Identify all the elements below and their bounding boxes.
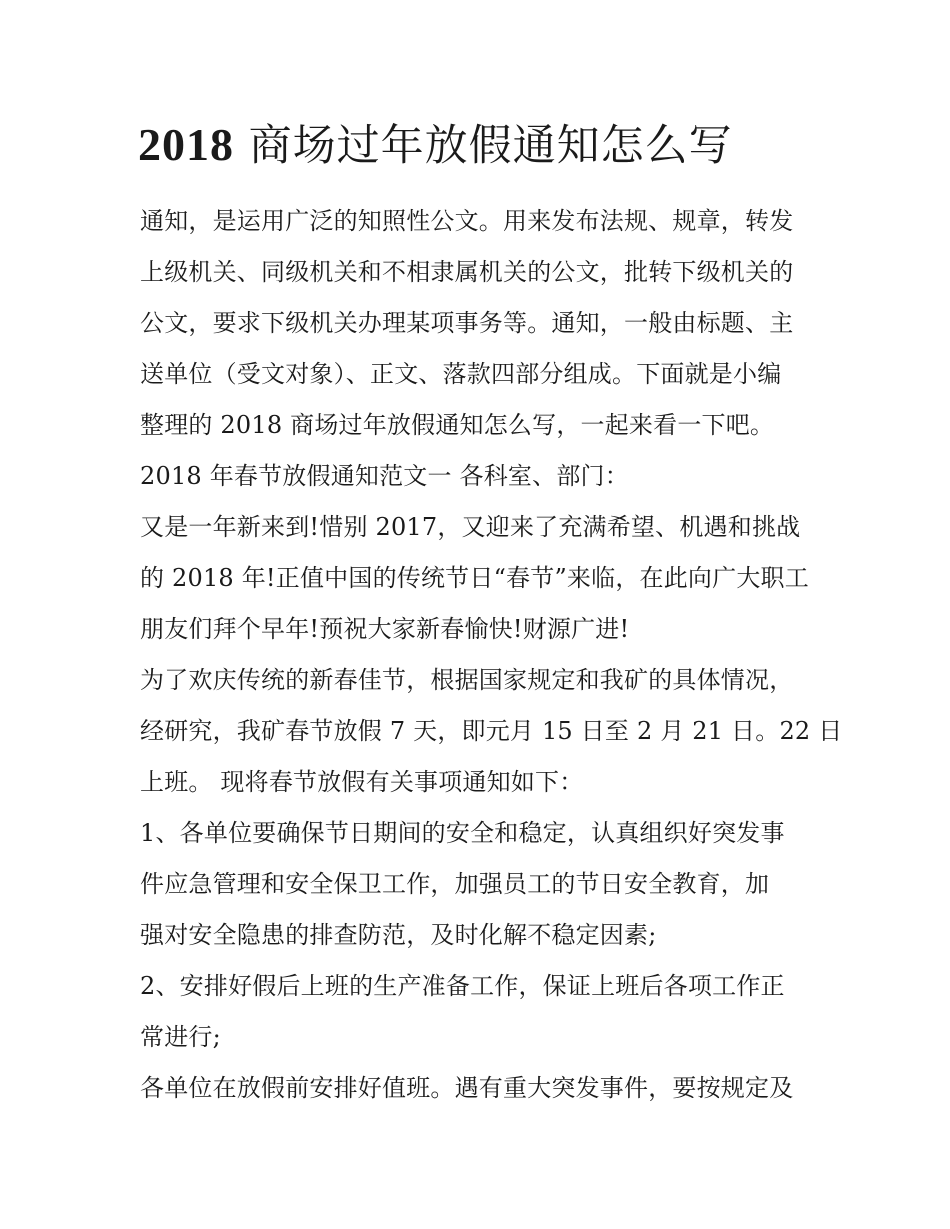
text-line: 强对安全隐患的排查防范，及时化解不稳定因素; <box>140 921 657 949</box>
title-year: 2018 <box>138 119 234 170</box>
text-line: 送单位（受文对象）、正文、落款四部分组成。下面就是小编 <box>140 360 782 388</box>
document-body <box>140 196 843 1114</box>
text-line: 经研究，我矿春节放假 7 天，即元月 15 日至 2 月 21 日。22 日 <box>140 717 843 745</box>
text-line: 各单位在放假前安排好值班。遇有重大突发事件，要按规定及 <box>140 1074 794 1102</box>
text-line: 件应急管理和安全保卫工作，加强员工的节日安全教育，加 <box>140 870 770 898</box>
text-line: 公文，要求下级机关办理某项事务等。通知，一般由标题、主 <box>140 309 794 337</box>
text-line: 整理的 2018 商场过年放假通知怎么写，一起来看一下吧。 <box>140 411 775 439</box>
document-title <box>138 112 818 179</box>
text-line: 又是一年新来到!惜别 2017，又迎来了充满希望、机遇和挑战 <box>140 513 801 541</box>
title-text: 商场过年放假通知怎么写 <box>234 121 733 171</box>
text-line: 上班。 现将春节放假有关事项通知如下： <box>140 768 584 796</box>
text-line: 上级机关、同级机关和不相隶属机关的公文，批转下级机关的 <box>140 258 794 286</box>
text-line: 为了欢庆传统的新春佳节，根据国家规定和我矿的具体情况， <box>140 666 794 694</box>
text-line: 常进行; <box>140 1023 221 1051</box>
text-line: 的 2018 年!正值中国的传统节日“春节”来临，在此向广大职工 <box>140 564 809 592</box>
text-line: 2、安排好假后上班的生产准备工作，保证上班后各项工作正 <box>140 972 785 1000</box>
text-line: 2018 年春节放假通知范文一 各科室、部门： <box>140 462 629 490</box>
text-line: 通知，是运用广泛的知照性公文。用来发布法规、规章，转发 <box>140 207 794 235</box>
text-line: 朋友们拜个早年!预祝大家新春愉快!财源广进! <box>140 615 630 643</box>
text-line: 1、各单位要确保节日期间的安全和稳定，认真组织好突发事 <box>140 819 785 847</box>
